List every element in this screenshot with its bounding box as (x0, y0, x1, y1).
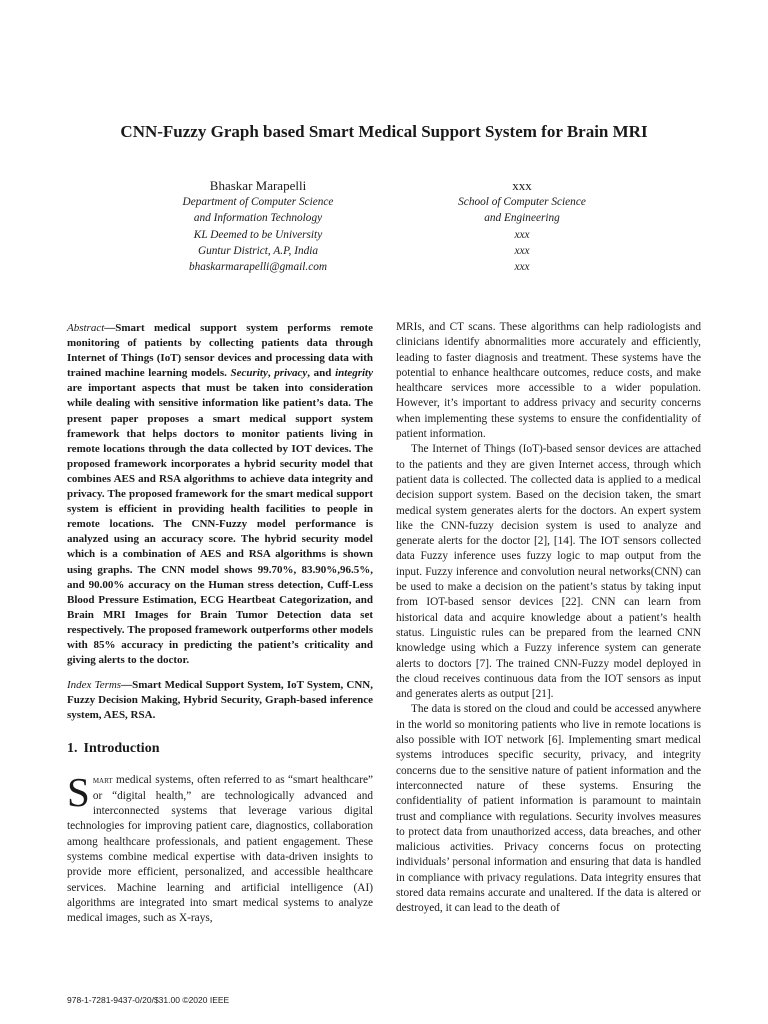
author-affiliation-line: Guntur District, A.P, India (197, 244, 319, 257)
author-affiliation-line: xxx (514, 228, 530, 241)
body-paragraph: MRIs, and CT scans. These algorithms can help radiologists and clinicians identify abnormalities more accurately and efficiently, leading to faster diagnosis and treatment. These systems have the potential to enhance healthcare outcomes, reduce costs, and make healthcare services more accessible to a wider population. However, it’s important to address privacy and security concerns when implementing these systems to ensure the confidentiality of patient information. (396, 321, 701, 441)
author-affiliation-line: KL Deemed to be University (193, 228, 323, 241)
section-heading (67, 740, 373, 758)
abstract-text: are important aspects that must be taken into consideration while dealing with sensitive information like patient’s data. The present paper proposes a smart medical support system framework that helps doctors to monitor patients living in remote locations through the data collected by IOT devices. The proposed framework incorporates a hybrid security model that combines AES and RSA algorithms to achieve data integrity and privacy. The proposed framework for the smart medical support system is efficient in providing health facilities to people in remote locations. The CNN-Fuzzy model performance is analyzed using an accuracy score. The hybrid security model which is a combination of AES and RSA algorithms is shown using graphs. The CNN model shows 99.70%, 83.90%,96.5%, and 90.00% accuracy on the Human stress detection, Cuff-Less Blood Pressure Estimation, ECG Heartbeat Categorization, and Brain MRI Images for Brain Tumor Detection data set respectively. The proposed framework outperforms other models with 85% accuracy in predicting the patient’s criticality and giving alerts to the doctor. (67, 382, 373, 667)
author-name: xxx (512, 178, 532, 193)
author-email: bhaskarmarapelli@gmail.com (188, 261, 328, 274)
section-number: 1. (67, 741, 78, 757)
abstract-keyword: integrity (335, 367, 373, 380)
author-name: Bhaskar Marapelli (209, 178, 307, 193)
drop-cap: S (67, 769, 90, 816)
author-affiliation-line: and Information Technology (193, 212, 323, 225)
paper-title: CNN-Fuzzy Graph based Smart Medical Support System for Brain MRI (120, 122, 648, 141)
intro-paragraph (67, 769, 373, 926)
index-terms-text: Smart Medical Support System, IoT System, CNN, Fuzzy Decision Making, Hybrid Security, Graph-based inference system, AES, RSA. (67, 679, 373, 722)
abstract-text: Smart medical support system performs remote monitoring of patients by collecting patients data through Internet of Things (IoT) sensor devices and processing data with trained machine learning models. (67, 322, 373, 380)
author-affiliation-line: xxx (514, 244, 530, 257)
copyright-footer: 978-1-7281-9437-0/20/$31.00 ©2020 IEEE (67, 995, 230, 1005)
author-affiliation-line: School of Computer Science (458, 196, 586, 208)
body-paragraph: The data is stored on the cloud and could be accessed anywhere in the world so monitoring patients who live in remote locations is also possible with IOT network [6]. Implementing smart medical systems introduces specific security, privacy, and integrity concerns due to the sensitive nature of patient information and the interconnected nature of these systems. Ensuring the confidentiality of patient information is paramount to maintain trust and compliance with regulations. Security involves measures to protect data from unauthorized access, data breaches, and other malicious activities. Privacy concerns focus on protecting individuals’ personal information and ensuring that data is handled in compliance with privacy regulations. Data integrity ensures that stored data remains accurate and unaltered. If the data is altered or destroyed, it can lead to the death of (396, 703, 701, 915)
author-affiliation-line: xxx (514, 261, 530, 274)
section-title: Introduction (83, 741, 160, 757)
abstract-keyword: privacy (274, 367, 308, 380)
index-terms-lead: Index Terms (67, 679, 122, 692)
left-column (67, 321, 373, 926)
abstract-keyword: Security (230, 367, 268, 380)
right-column (396, 320, 701, 917)
body-paragraph: The Internet of Things (IoT)-based sensor devices are attached to the patients and they are given Internet access, through which patient data is collected. The collected data is applied to a medical decision support system. Based on the decision taken, the smart medical system generates alerts for the doctors. An expert system like the CNN-fuzzy decision system is used to analyze and generate alerts for the doctor [2], [14]. The IOT sensors collected data Fuzzy inference uses fuzzy logic to map output from the input. Fuzzy inference and convolution neural networks(CNN) can be used to make a decision on the patient’s status by taking input from IOT-based sensor devices [22]. CNN can learn from historical data and acquire knowledge about a patient’s health status. Linguistic rules can be prepared from the learned CNN knowledge using which a Fuzzy inference system can generate alerts to doctors [7]. The trained CNN-Fuzzy model deployed in the cloud receives continuous data from the IOT sensors as input and generates alerts as output [21]. (396, 443, 701, 701)
intro-text: medical systems, often referred to as “smart healthcare” or “digital health,” are technologically advanced and interconnected systems that leverage various digital technologies for improving patient care, diagnostics, collaboration among healthcare professionals, and patient engagement. These systems combine medical expertise with data-driven insights to provide more efficient, personalized, and accessible healthcare services. Machine learning and artificial intelligence (AI) algorithms are integrated into smart medical systems to analyze medical images, such as X-rays, (67, 774, 373, 925)
small-caps-word: mart (92, 775, 113, 787)
author-block-1 (150, 178, 366, 275)
abstract-lead: Abstract (67, 322, 105, 334)
index-terms: Index Terms—Smart Medical Support System, IoT System, CNN, Fuzzy Decision Making, Hybrid Security, Graph-based inference system, AES, RSA. (67, 679, 373, 722)
author-block-2 (418, 178, 626, 275)
author-affiliation-line: and Engineering (484, 212, 560, 225)
author-affiliation-line: Department of Computer Science (182, 196, 334, 208)
abstract: Abstract—Smart medical support system performs remote monitoring of patients by collecting patients data through Internet of Things (IoT) sensor devices and processing data with trained machine learning models. Security, privacy, and integrity are important aspects that must be taken into consideration while dealing with sensitive information like patient’s data. The present paper proposes a smart medical support system framework that helps doctors to monitor patients living in remote locations through the data collected by IOT devices. The proposed framework incorporates a hybrid security model that combines AES and RSA algorithms to achieve data integrity and privacy. The proposed framework for the smart medical support system is efficient in providing health facilities to people in remote locations. The CNN-Fuzzy model performance is analyzed using an accuracy score. The hybrid security model which is a combination of AES and RSA algorithms is shown using graphs. The CNN model shows 99.70%, 83.90%,96.5%, and 90.00% accuracy on the Human stress detection, Cuff-Less Blood Pressure Estimation, ECG Heartbeat Categorization, and Brain MRI Images for Brain Tumor Detection data set respectively. The proposed framework outperforms other models with 85% accuracy in predicting the patient’s criticality and giving alerts to the doctor. (67, 322, 373, 667)
